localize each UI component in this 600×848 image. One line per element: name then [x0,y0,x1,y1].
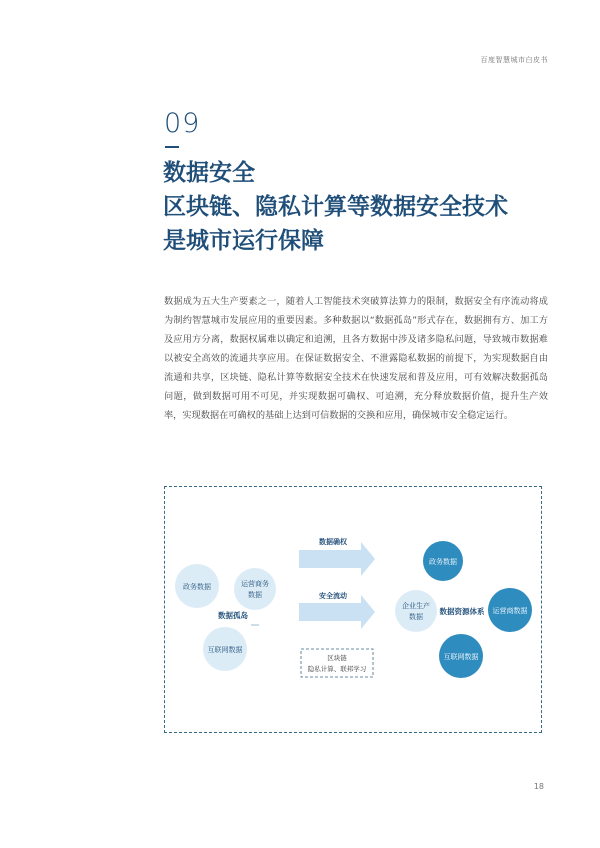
left-node-internet-label: 互联网数据 [207,646,243,654]
left-label: 数据孤岛 [218,611,248,620]
body-paragraph: 数据成为五大生产要素之一，随着人工智能技术突破算法算力的限制，数据安全有序流动将成为制约智慧城市发展应用的重要因素。多种数据以“数据孤岛”形式存在，数据拥有方、加工方及应用方分离，数据权属难以确定和追溯，且各方数据中涉及诸多隐私问题，导致城市数据难以被安全高效的流通共享应用。在保证数据安全、不泄露隐私数据的前提下，为实现数据自由流通和共享，区块链、隐私计算等数据安全技术在快速发展和普及应用，可有效解决数据孤岛问题，做到数据可用不可见，并实现数据可确权、可追溯，充分释放数据价值，提升生产效率，实现数据在可确权的基础上达到可信数据的交换和应用，确保城市安全稳定运行。 [164,296,548,421]
chapter-title-line-3: 是城市运行保障 [163,228,324,254]
tech-box-line-1: 区块链 [327,654,347,662]
data-security-diagram [164,486,542,733]
chapter-title-line-2: 区块链、隐私计算等数据安全技术 [163,194,508,220]
chapter-title-line-1: 数据安全 [163,160,255,186]
tech-box-line-2: 隐私计算、联邦学习 [307,665,367,673]
left-node-operator [234,568,276,610]
left-node-gov-label: 政务数据 [183,583,211,591]
right-label: 数据资源体系 [439,607,485,616]
right-node-enterprise-label-1: 企业生产 [402,602,430,610]
right-node-enterprise-label-2: 数据 [409,613,423,621]
right-node-operator-label: 运营商数据 [492,607,528,615]
arrow-flow [299,595,375,629]
arrow-rights [299,542,375,576]
chapter-number: 09 [164,108,201,139]
chapter-rule [165,146,179,148]
header-title: 百度智慧城市白皮书 [480,56,548,64]
left-node-operator-label-1: 运营商务 [241,580,269,588]
page-number: 18 [533,782,544,791]
right-node-gov-label: 政务数据 [429,558,457,566]
arrow-rights-label: 数据确权 [319,538,347,546]
diagram-svg [165,487,541,732]
left-node-operator-label-2: 数据 [248,591,262,599]
right-node-internet-label: 互联网数据 [443,653,479,661]
right-node-enterprise [395,590,437,632]
arrow-flow-label: 安全流动 [319,592,347,600]
chapter-title [163,156,508,258]
